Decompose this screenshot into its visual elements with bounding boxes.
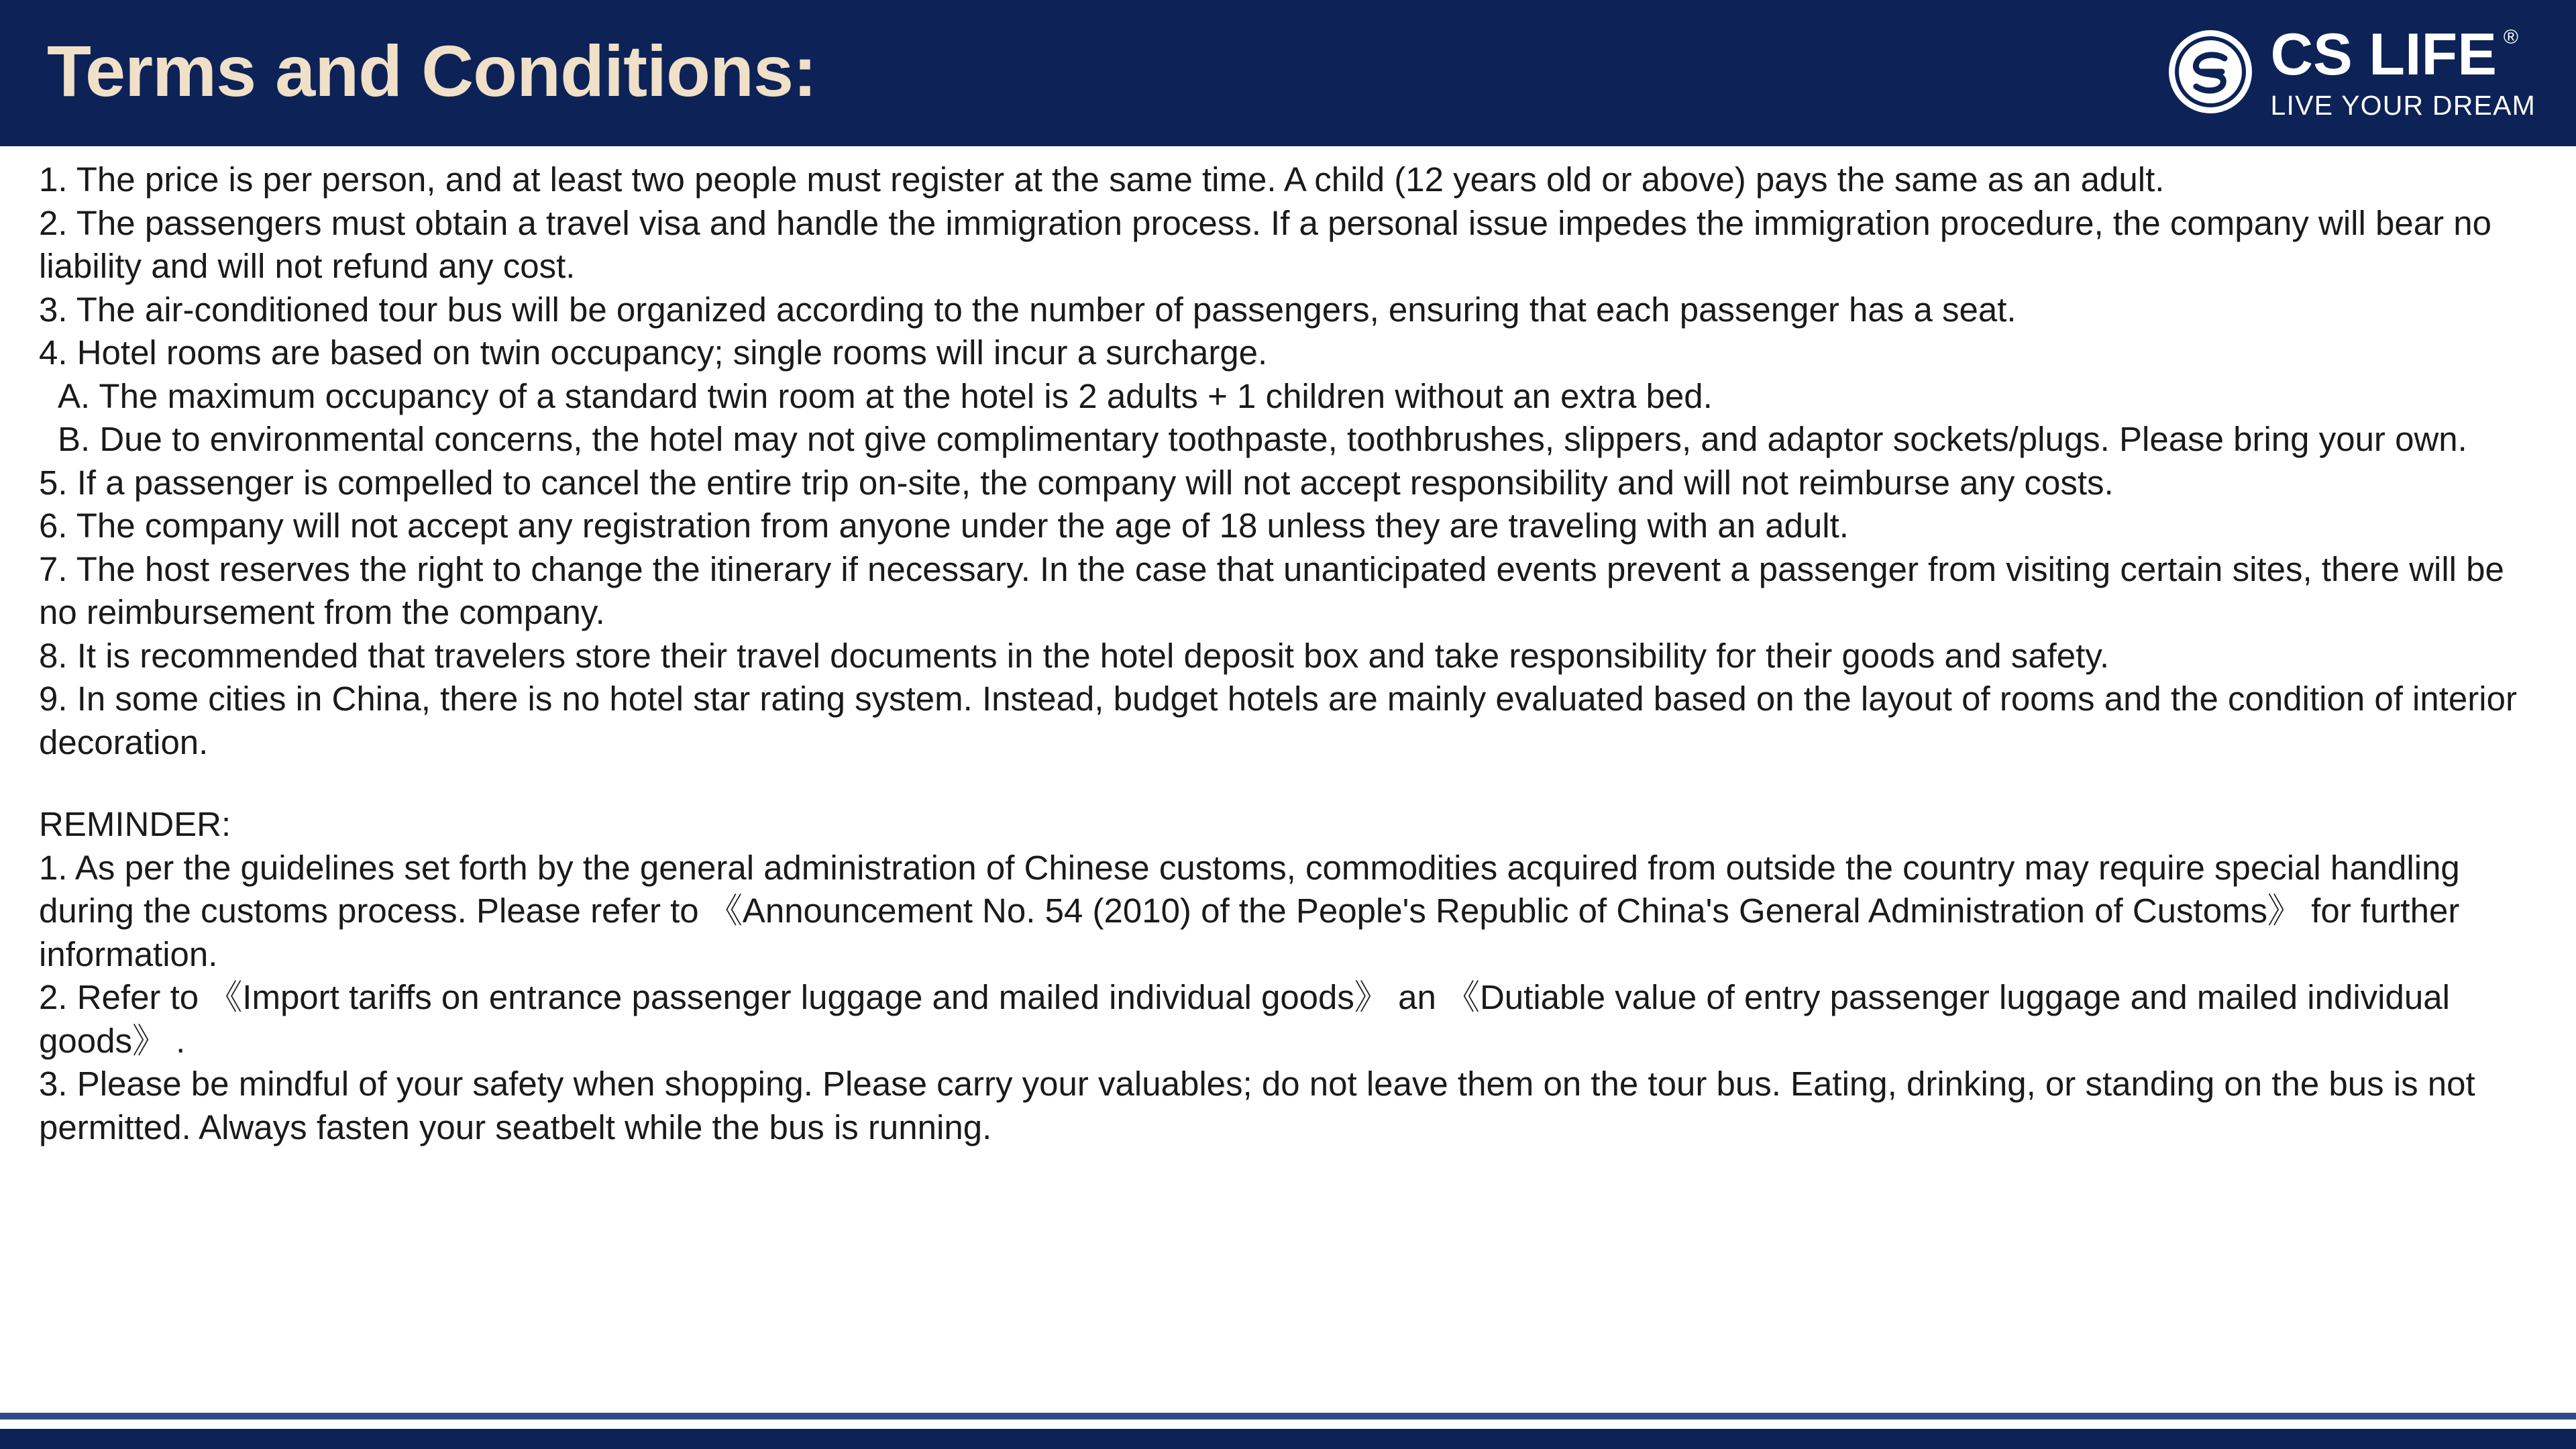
reminder-item: 2. Refer to 《Import tariffs on entrance passenger luggage and mailed individual goods》 an 《Dutiable value of entry passenger luggage and mailed individual goods》 . (39, 978, 2450, 1060)
reminder-item: 3. Please be mindful of your safety when shopping. Please carry your valuables; do not leave them on the tour bus. Eating, drinking, or standing on the bus is not permitted. Always fasten your seatbelt while the bus is running. (39, 1065, 2475, 1146)
terms-item: 5. If a passenger is compelled to cancel the entire trip on-site, the company will not accept responsibility and will not reimburse any costs. (39, 463, 2114, 502)
terms-item: 6. The company will not accept any registration from anyone under the age of 18 unless they are traveling with an adult. (39, 506, 1849, 545)
brand-lockup (2169, 20, 2536, 121)
terms-item: 9. In some cities in China, there is no hotel star rating system. Instead, budget hotels are mainly evaluated based on the layout of rooms and the condition of interior decoration. (39, 680, 2517, 761)
reminder-heading: REMINDER: (39, 805, 231, 843)
page-header (0, 0, 2576, 146)
brand-name: CS LIFE (2270, 20, 2497, 87)
terms-item: 3. The air-conditioned tour bus will be organized according to the number of passengers, ensuring that each passenger has a seat. (39, 290, 2017, 329)
cs-circle-logo-icon (2169, 30, 2252, 113)
terms-item: 8. It is recommended that travelers store their travel documents in the hotel deposit box and take responsibility for their goods and safety. (39, 636, 2110, 675)
terms-item: 2. The passengers must obtain a travel visa and handle the immigration process. If a personal issue impedes the immigration procedure, the company will bear no liability and will not refund any cost. (39, 203, 2491, 285)
terms-item: 1. The price is per person, and at least two people must register at the same time. A child (12 years old or above) pays the same as an adult. (39, 160, 2165, 199)
terms-content (0, 146, 2576, 1149)
terms-item: 7. The host reserves the right to change the itinerary if necessary. In the case that unanticipated events prevent a passenger from visiting certain sites, there will be no reimbursement from the company. (39, 549, 2504, 631)
terms-subitem: B. Due to environmental concerns, the hotel may not give complimentary toothpaste, toothbrushes, slippers, and adaptor sockets/plugs. Please bring your own. (58, 420, 2467, 458)
registered-mark: ® (2503, 25, 2519, 48)
brand-text (2270, 20, 2536, 121)
brand-name-row (2270, 20, 2536, 87)
footer-rule-thin (0, 1413, 2576, 1419)
section-spacer (39, 764, 2534, 803)
terms-item: 4. Hotel rooms are based on twin occupancy; single rooms will incur a surcharge. (39, 333, 1268, 372)
page-title: Terms and Conditions: (47, 30, 817, 111)
terms-subitem: A. The maximum occupancy of a standard twin room at the hotel is 2 adults + 1 children without an extra bed. (58, 376, 1713, 415)
reminder-item: 1. As per the guidelines set forth by the general administration of Chinese customs, commodities acquired from outside the country may require special handling during the customs process. Please refer to 《Announcement No. 54 (2010) of the People's Republic of China's General Administration of Customs》 for further information. (39, 848, 2460, 973)
footer-rule-thick (0, 1429, 2576, 1449)
footer-rule-gap (0, 1419, 2576, 1429)
brand-tagline: LIVE YOUR DREAM (2270, 89, 2536, 121)
footer-rules (0, 1413, 2576, 1449)
